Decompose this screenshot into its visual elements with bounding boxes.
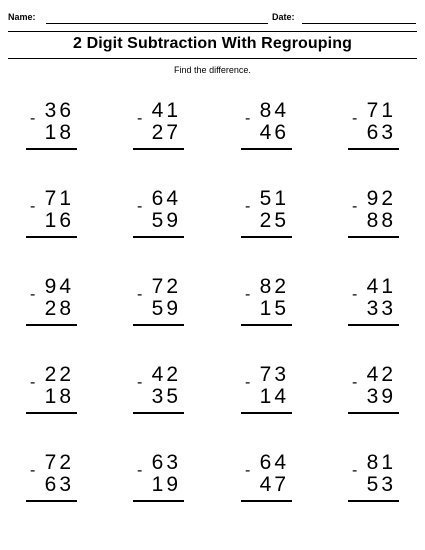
answer-line[interactable] xyxy=(241,148,292,150)
minuend: 84 xyxy=(259,99,289,122)
subtraction-problem xyxy=(127,100,187,160)
minus-sign: - xyxy=(352,110,358,127)
subtrahend: 88 xyxy=(366,209,396,232)
subtrahend: 46 xyxy=(259,121,289,144)
answer-line[interactable] xyxy=(348,148,399,150)
answer-line[interactable] xyxy=(133,324,184,326)
problem-grid xyxy=(20,100,420,540)
minus-sign: - xyxy=(245,286,251,303)
subtrahend: 39 xyxy=(366,385,396,408)
subtraction-problem xyxy=(235,452,295,512)
subtrahend: 47 xyxy=(259,473,289,496)
subtraction-problem xyxy=(235,364,295,424)
subtraction-problem xyxy=(235,188,295,248)
subtraction-problem xyxy=(127,364,187,424)
minus-sign: - xyxy=(30,110,36,127)
minus-sign: - xyxy=(245,374,251,391)
minuend: 71 xyxy=(44,187,74,210)
subtrahend: 16 xyxy=(44,209,74,232)
worksheet-header xyxy=(8,12,417,26)
minuend: 64 xyxy=(151,187,181,210)
minus-sign: - xyxy=(352,374,358,391)
answer-line[interactable] xyxy=(241,236,292,238)
minuend: 22 xyxy=(44,363,74,386)
answer-line[interactable] xyxy=(241,324,292,326)
subtrahend: 25 xyxy=(259,209,289,232)
answer-line[interactable] xyxy=(26,412,77,414)
subtrahend: 27 xyxy=(151,121,181,144)
minuend: 73 xyxy=(259,363,289,386)
minuend: 42 xyxy=(366,363,396,386)
answer-line[interactable] xyxy=(133,236,184,238)
minus-sign: - xyxy=(30,374,36,391)
minus-sign: - xyxy=(352,286,358,303)
page-title: 2 Digit Subtraction With Regrouping xyxy=(73,35,352,52)
minuend: 36 xyxy=(44,99,74,122)
subtrahend: 19 xyxy=(151,473,181,496)
subtraction-problem xyxy=(235,276,295,336)
minuend: 41 xyxy=(366,275,396,298)
subtrahend: 53 xyxy=(366,473,396,496)
subtraction-problem xyxy=(20,188,80,248)
minus-sign: - xyxy=(245,198,251,215)
subtraction-problem xyxy=(342,364,402,424)
minus-sign: - xyxy=(137,110,143,127)
minuend: 71 xyxy=(366,99,396,122)
subtrahend: 28 xyxy=(44,297,74,320)
subtrahend: 33 xyxy=(366,297,396,320)
minus-sign: - xyxy=(137,286,143,303)
answer-line[interactable] xyxy=(133,412,184,414)
subtraction-problem xyxy=(342,188,402,248)
minus-sign: - xyxy=(352,198,358,215)
minuend: 51 xyxy=(259,187,289,210)
date-label: Date: xyxy=(272,12,295,22)
subtrahend: 35 xyxy=(151,385,181,408)
subtraction-problem xyxy=(235,100,295,160)
minuend: 94 xyxy=(44,275,74,298)
answer-line[interactable] xyxy=(133,148,184,150)
minuend: 41 xyxy=(151,99,181,122)
subtraction-problem xyxy=(127,276,187,336)
answer-line[interactable] xyxy=(348,236,399,238)
minuend: 92 xyxy=(366,187,396,210)
minuend: 82 xyxy=(259,275,289,298)
subtraction-problem xyxy=(342,452,402,512)
answer-line[interactable] xyxy=(26,500,77,502)
subtraction-problem xyxy=(127,452,187,512)
subtrahend: 15 xyxy=(259,297,289,320)
subtraction-problem xyxy=(20,452,80,512)
minus-sign: - xyxy=(137,462,143,479)
answer-line[interactable] xyxy=(26,236,77,238)
minus-sign: - xyxy=(352,462,358,479)
minus-sign: - xyxy=(245,462,251,479)
answer-line[interactable] xyxy=(348,324,399,326)
minuend: 42 xyxy=(151,363,181,386)
minus-sign: - xyxy=(30,462,36,479)
minus-sign: - xyxy=(137,374,143,391)
minuend: 72 xyxy=(44,451,74,474)
subtraction-problem xyxy=(342,276,402,336)
subtraction-problem xyxy=(342,100,402,160)
subtrahend: 18 xyxy=(44,121,74,144)
minuend: 72 xyxy=(151,275,181,298)
answer-line[interactable] xyxy=(26,324,77,326)
subtrahend: 63 xyxy=(366,121,396,144)
answer-line[interactable] xyxy=(348,412,399,414)
subtrahend: 63 xyxy=(44,473,74,496)
minus-sign: - xyxy=(30,198,36,215)
minuend: 63 xyxy=(151,451,181,474)
subtrahend: 59 xyxy=(151,297,181,320)
subtraction-problem xyxy=(20,364,80,424)
subtrahend: 18 xyxy=(44,385,74,408)
name-field[interactable] xyxy=(46,23,268,24)
name-label: Name: xyxy=(8,12,36,22)
header-divider xyxy=(8,31,417,32)
minuend: 64 xyxy=(259,451,289,474)
minus-sign: - xyxy=(245,110,251,127)
answer-line[interactable] xyxy=(241,500,292,502)
minus-sign: - xyxy=(137,198,143,215)
instruction-text: Find the difference. xyxy=(174,65,251,75)
answer-line[interactable] xyxy=(133,500,184,502)
answer-line[interactable] xyxy=(348,500,399,502)
subtrahend: 14 xyxy=(259,385,289,408)
subtrahend: 59 xyxy=(151,209,181,232)
date-field[interactable] xyxy=(302,23,416,24)
minuend: 81 xyxy=(366,451,396,474)
title-divider xyxy=(8,58,417,59)
subtraction-problem xyxy=(20,276,80,336)
answer-line[interactable] xyxy=(26,148,77,150)
subtraction-problem xyxy=(20,100,80,160)
answer-line[interactable] xyxy=(241,412,292,414)
subtraction-problem xyxy=(127,188,187,248)
minus-sign: - xyxy=(30,286,36,303)
